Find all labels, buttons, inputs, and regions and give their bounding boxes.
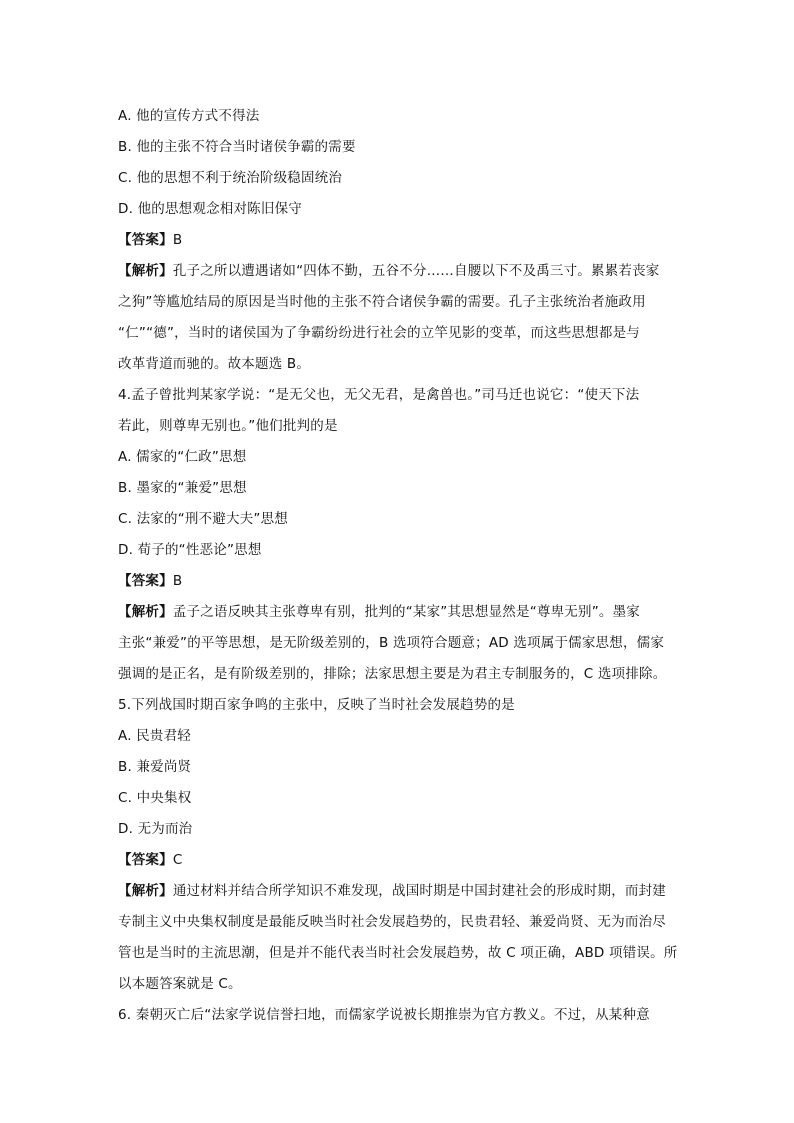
document-page <box>118 101 678 1031</box>
analysis-tag: 【解析】 <box>118 263 173 279</box>
q5-analysis <box>118 876 678 1000</box>
analysis-line: 之狗”等尴尬结局的原因是当时他的主张不符合诸侯争霸的需要。孔子主张统治者施政用 <box>118 294 646 310</box>
answer-value: B <box>172 232 183 248</box>
analysis-line: “仁”“德”，当时的诸侯国为了争霸纷纷进行社会的立竿见影的变革，而这些思想都是与 <box>118 325 640 341</box>
q4-option-d: D. 荀子的“性恶论”思想 <box>118 542 262 558</box>
answer-value: C <box>172 852 183 868</box>
analysis-line: 管也是当时的主流思潮，但是并不能代表当时社会发展趋势，故 C 项正确，ABD 项错误。所 <box>118 945 678 961</box>
analysis-line: 【解析】孔子之所以遭遇诸如“四体不勤，五谷不分……自腰以下不及禹三寸。累累若丧家 <box>118 263 660 279</box>
analysis-line: 【解析】通过材料并结合所学知识不难发现，战国时期是中国封建社会的形成时期，而封建 <box>118 883 667 899</box>
q4-option-c: C. 法家的“刑不避大夫”思想 <box>118 511 288 527</box>
question-line: 若此，则尊卑无别也。”他们批判的是 <box>118 418 338 434</box>
q3-option-b: B. 他的主张不符合当时诸侯争霸的需要 <box>118 139 356 155</box>
q4-option-b: B. 墨家的“兼爱”思想 <box>118 480 247 496</box>
q5-option-b: B. 兼爱尚贤 <box>118 759 192 775</box>
answer-value: B <box>172 573 183 589</box>
answer-tag: 【答案】 <box>118 232 173 248</box>
analysis-tag: 【解析】 <box>118 604 173 620</box>
q5-answer <box>118 845 678 876</box>
analysis-line: 专制主义中央集权制度是最能反映当时社会发展趋势的，民贵君轻、兼爱尚贤、无为而治尽 <box>118 914 666 930</box>
analysis-line: 强调的是正名，是有阶级差别的，排除；法家思想主要是为君主专制服务的，C 选项排除。 <box>118 666 667 682</box>
answer-tag: 【答案】 <box>118 852 173 868</box>
analysis-line: 主张“兼爱”的平等思想，是无阶级差别的，B 选项符合题意；AD 选项属于儒家思想，儒家 <box>118 635 665 651</box>
analysis-line: 【解析】孟子之语反映其主张尊卑有别，批判的“某家”其思想显然是“尊卑无别”。墨家 <box>118 604 640 620</box>
question-line: 6. 秦朝灭亡后“法家学说信誉扫地，而儒家学说被长期推崇为官方教义。不过，从某种意 <box>118 1007 650 1023</box>
question-line: 4.孟子曾批判某家学说：“是无父也，无父无君，是禽兽也。”司马迁也说它：“使天下法 <box>118 387 640 403</box>
analysis-line: 改革背道而驰的。故本题选 B。 <box>118 356 311 372</box>
q3-option-a: A. 他的宣传方式不得法 <box>118 108 260 124</box>
q3-analysis <box>118 256 678 380</box>
q5-option-d: D. 无为而治 <box>118 821 193 837</box>
question-line: 5.下列战国时期百家争鸣的主张中，反映了当时社会发展趋势的是 <box>118 697 515 713</box>
q3-option-c: C. 他的思想不利于统治阶级稳固统治 <box>118 170 343 186</box>
q5-option-a: A. 民贵君轻 <box>118 728 191 744</box>
q3-option-d: D. 他的思想观念相对陈旧保守 <box>118 201 302 217</box>
q6-stem <box>118 1000 678 1031</box>
q4-stem <box>118 380 678 442</box>
q5-option-c: C. 中央集权 <box>118 790 192 806</box>
q3-answer <box>118 225 678 256</box>
analysis-line: 以本题答案就是 C。 <box>118 976 242 992</box>
answer-tag: 【答案】 <box>118 573 173 589</box>
q4-analysis <box>118 597 678 690</box>
q4-answer <box>118 566 678 597</box>
analysis-tag: 【解析】 <box>118 883 173 899</box>
q5-stem <box>118 690 678 721</box>
q4-option-a: A. 儒家的“仁政”思想 <box>118 449 247 465</box>
